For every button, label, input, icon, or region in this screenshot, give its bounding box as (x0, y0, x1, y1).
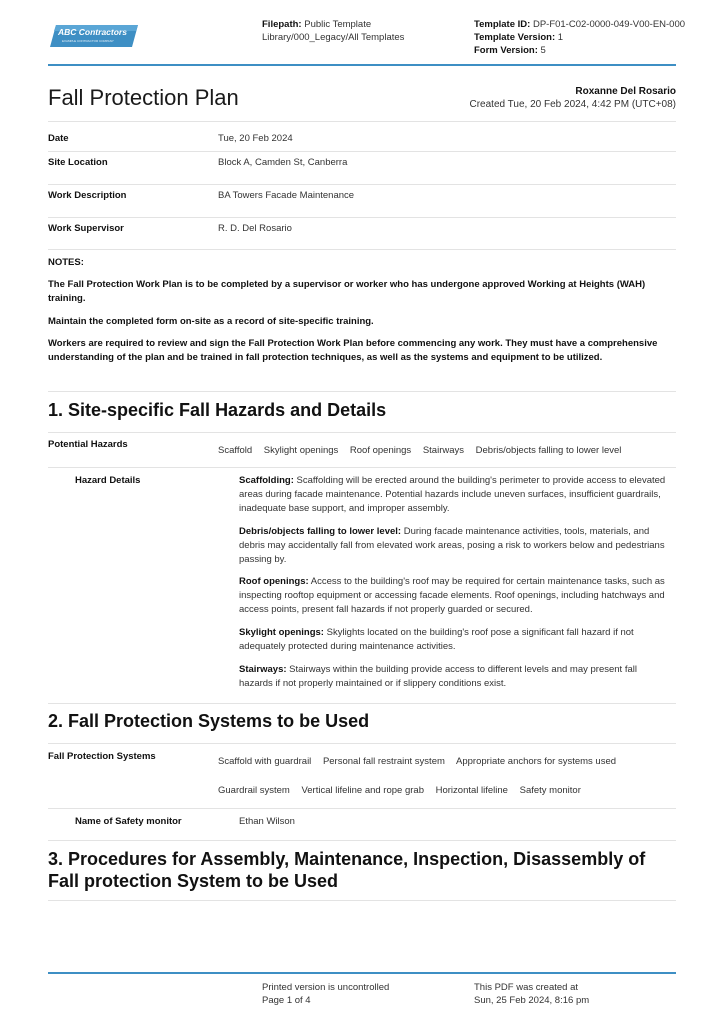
template-version-label: Template Version: (474, 32, 556, 43)
potential-hazards-label: Potential Hazards (48, 439, 128, 450)
divider (48, 121, 676, 122)
hazard-tag: Stairways (422, 445, 465, 456)
filepath-value: Public Template Library/000_Legacy/All Templates (262, 19, 405, 43)
template-id-label: Template ID: (474, 19, 531, 30)
footer-right (474, 981, 589, 1007)
hazard-detail (239, 626, 669, 654)
detail-label: Site Location (48, 157, 108, 168)
system-tag: Guardrail system (218, 785, 290, 796)
hazard-detail-term: Scaffolding: (239, 475, 294, 486)
hazard-detail-text: Skylights located on the building's roof pose a significant fall hazard if not adequately protected during maintenance activities. (239, 627, 634, 652)
pdf-created-label: This PDF was created at (474, 982, 579, 993)
detail-value: R. D. Del Rosario (218, 223, 292, 234)
page-number: Page 1 of 4 (262, 995, 311, 1006)
hazard-detail-term: Stairways: (239, 664, 287, 675)
system-tag: Safety monitor (519, 785, 581, 796)
page-title: Fall Protection Plan (48, 85, 239, 110)
divider (48, 151, 676, 152)
footer-divider (48, 972, 676, 974)
section-2-title: 2. Fall Protection Systems to be Used (48, 711, 370, 731)
pdf-created-value: Sun, 25 Feb 2024, 8:16 pm (474, 995, 590, 1006)
divider (48, 840, 676, 841)
filepath-label: Filepath: (262, 19, 302, 30)
hazard-detail (239, 663, 669, 691)
system-tag: Vertical lifeline and rope grab (301, 785, 424, 796)
note-paragraph: Maintain the completed form on-site as a record of site-specific training. (48, 316, 374, 327)
section-3-title: 3. Procedures for Assembly, Maintenance, Inspection, Disassembly of Fall protection System to be Used (48, 849, 646, 891)
template-info-block (474, 18, 694, 57)
hazard-detail (239, 575, 669, 617)
author-block (470, 85, 677, 111)
hazard-tag: Scaffold (218, 445, 253, 456)
hazard-detail (239, 525, 669, 567)
hazard-tag: Debris/objects falling to lower level (475, 445, 622, 456)
hazard-detail (239, 474, 669, 516)
system-tag: Personal fall restraint system (322, 756, 445, 767)
hazard-detail-term: Debris/objects falling to lower level: (239, 526, 402, 537)
detail-value: Block A, Camden St, Canberra (218, 157, 348, 168)
hazard-tags (218, 445, 630, 456)
form-version-label: Form Version: (474, 45, 538, 56)
template-id-value: DP-F01-C02-0000-049-V00-EN-000 (532, 19, 686, 30)
hazard-tag: Roof openings (349, 445, 412, 456)
footer-left (262, 981, 389, 1007)
detail-label: Work Description (48, 190, 127, 201)
hazard-detail-text: During facade maintenance activities, tools, materials, and debris may accidentally fall from elevated work areas, posing a risk to workers below and pedestrians passing by. (239, 526, 665, 565)
safety-monitor-value: Ethan Wilson (239, 816, 295, 827)
divider (48, 467, 676, 468)
section-1-title: 1. Site-specific Fall Hazards and Details (48, 400, 387, 420)
template-version-value: 1 (557, 32, 564, 43)
hazard-detail-text: Stairways within the building provide access to different levels and may present fall hazards if not properly maintained or if slippery conditions exist. (239, 664, 637, 689)
logo-subtext: EXAMPLE CONTRACTOR COMPANY (62, 39, 114, 43)
divider (48, 249, 676, 250)
note-paragraph: The Fall Protection Work Plan is to be completed by a supervisor or worker who has undergone approved Working at Heights (WAH) training. (48, 279, 646, 304)
created-timestamp: Created Tue, 20 Feb 2024, 4:42 PM (UTC+08) (469, 99, 676, 110)
hazard-detail-term: Roof openings: (239, 576, 309, 587)
header-divider (48, 64, 676, 66)
system-tags-row-2 (218, 785, 590, 796)
divider (48, 703, 676, 704)
notes-heading: NOTES: (48, 257, 84, 268)
safety-monitor-label: Name of Safety monitor (75, 816, 182, 827)
divider (48, 743, 676, 744)
detail-value: BA Towers Facade Maintenance (218, 190, 355, 201)
hazard-details-label: Hazard Details (75, 475, 141, 486)
system-tag: Scaffold with guardrail (218, 756, 312, 767)
author-name: Roxanne Del Rosario (575, 86, 676, 97)
system-tag: Horizontal lifeline (435, 785, 508, 796)
divider (48, 184, 676, 185)
detail-value: Tue, 20 Feb 2024 (218, 133, 293, 144)
filepath-block (262, 18, 462, 44)
detail-label: Work Supervisor (48, 223, 124, 234)
divider (48, 391, 676, 392)
detail-label: Date (48, 133, 69, 144)
fall-protection-systems-label: Fall Protection Systems (48, 751, 156, 762)
logo-text: ABC Contractors (58, 27, 127, 37)
system-tags-row-1 (218, 756, 625, 767)
hazard-detail-text: Access to the building's roof may be required for certain maintenance tasks, such as inspecting rooftop equipment or accessing facade elements. Roof openings, including hatchways and access points, present fall hazards if not properly guarded or secured. (239, 576, 665, 615)
divider (48, 217, 676, 218)
hazard-tag: Skylight openings (263, 445, 339, 456)
hazard-detail-term: Skylight openings: (239, 627, 324, 638)
note-paragraph: Workers are required to review and sign the Fall Protection Work Plan before commencing any work. They must have a comprehensive understanding of the plan and be trained in fall protection techniques, as well as the systems and equipment to be utilized. (48, 338, 658, 363)
system-tag: Appropriate anchors for systems used (456, 756, 617, 767)
hazard-detail-text: Scaffolding will be erected around the building's perimeter to provide access to elevated areas during facade maintenance. Potential hazards include uneven surfaces, insufficient guardrails, inadequate base support, and improper assembly. (239, 475, 666, 514)
uncontrolled-notice: Printed version is uncontrolled (262, 982, 390, 993)
divider (48, 900, 676, 901)
form-version-value: 5 (540, 45, 546, 56)
divider (48, 808, 676, 809)
divider (48, 432, 676, 433)
